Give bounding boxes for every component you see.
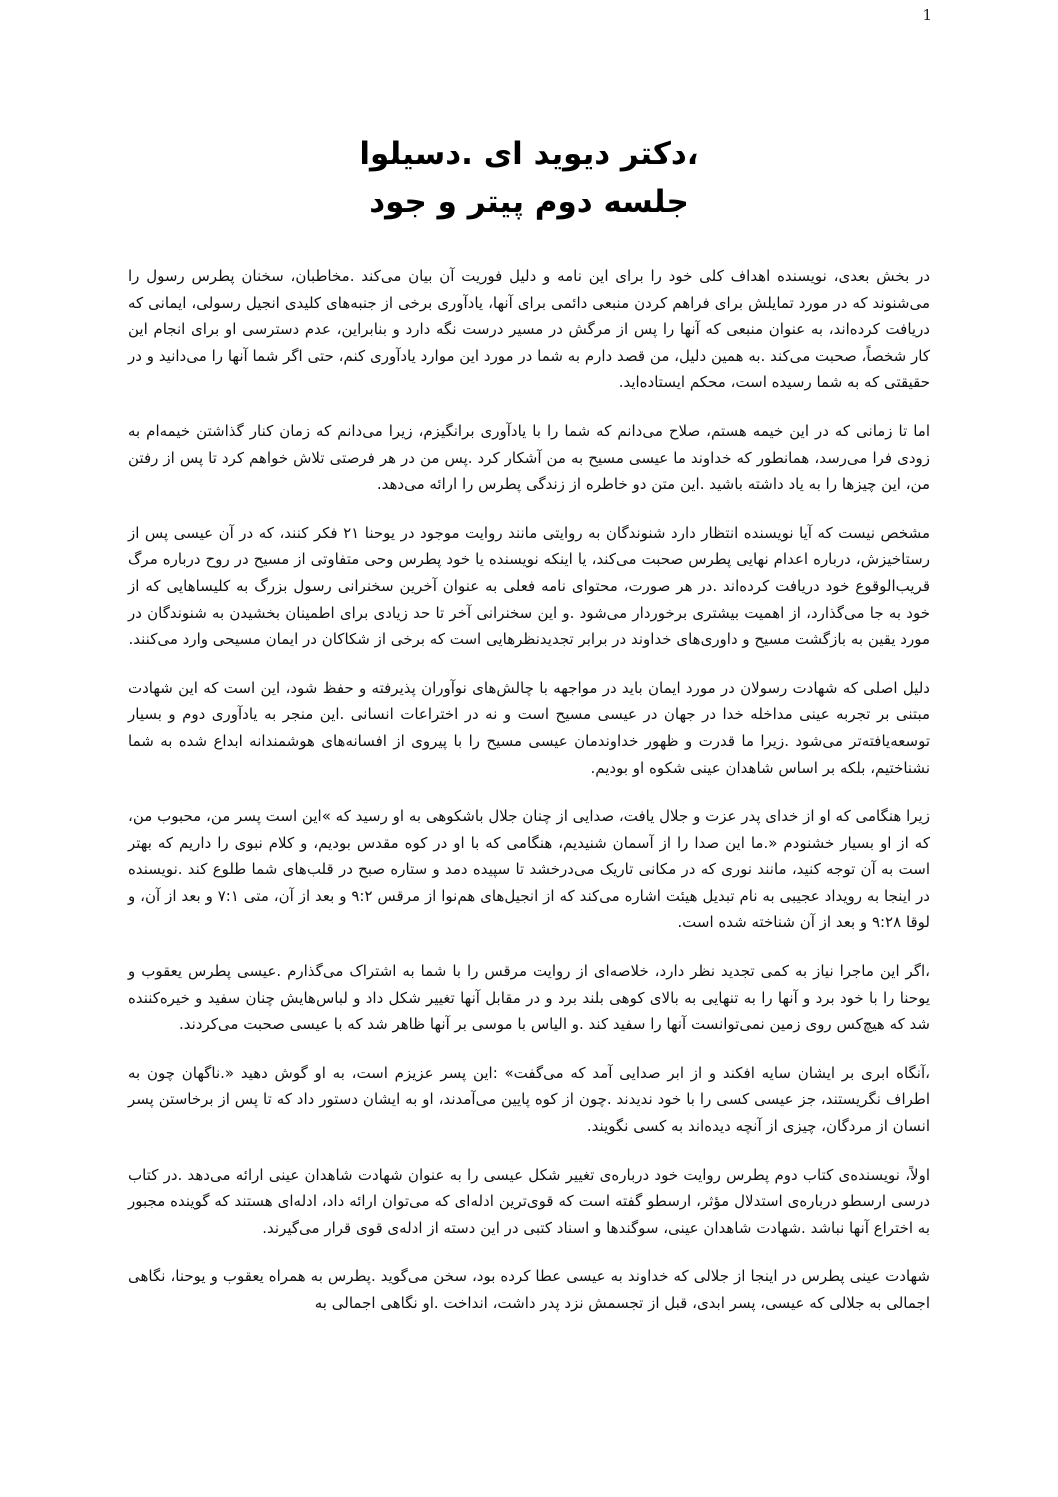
paragraph: در بخش بعدی، نویسنده اهداف کلی خود را برای این نامه و دلیل فوریت آن بیان می‌کند .مخاطبان، سخنان پطرس رسول را می‌شنوند که در مورد تمایلش برای فراهم کردن منبعی دائمی برای آنها، یادآوری برخی از جنبه‌های کلیدی انجیل رسولی، ایمانی که دریافت کرده‌اند، به عنوان منبعی که آنها را پس از مرگش در مسیر درست نگه دارد و بنابراین، عدم دسترسی او برای انجام این کار شخصاً، صحبت می‌کند .به همین دلیل، من قصد دارم به شما در مورد این موارد یادآوری کنم، حتی اگر شما آنها را می‌دانید و در حقیقتی که به شما رسیده است، محکم ایستاده‌اید.: [128, 267, 930, 392]
paragraph: زیرا هنگامی که او از خدای پدر عزت و جلال یافت، صدایی از چنان جلال باشکوهی به او رسید که »این است پسر من، محبوب من، که از او بسیار خشنودم «.ما این صدا را از آسمان شنیدیم، هنگامی که با او در کوه مقدس بودیم، و کلام نبوی را داریم که بهتر است به آن توجه کنید، مانند نوری که در مکانی تاریک می‌درخشد تا سپیده دمد و ستاره صبح در قلب‌های شما طلوع کند .نویسنده در اینجا به رویداد عجیبی به نام تبدیل هیئت اشاره می‌کند که از انجیل‌های هم‌نوا از مرقس ۹:۲ و بعد از آن، متی ۷:۱ و بعد از آن، و لوقا ۹:۲۸ و بعد از آن شناخته شده است.: [128, 807, 930, 932]
document-body: [128, 263, 930, 1339]
paragraph: ،اگر این ماجرا نیاز به کمی تجدید نظر دارد، خلاصه‌ای از روایت مرقس را با شما به اشتراک می‌گذارم .عیسی پطرس یعقوب و یوحنا را با خود برد و آنها را به تنهایی به بالای کوهی بلند برد و در مقابل آنها تغییر شکل داد و لباس‌هایش چنان سفید و خیره‌کننده شد که هیچ‌کس روی زمین نمی‌توانست آنها را سفید کند .و الیاس با موسی بر آنها ظاهر شد که با عیسی صحبت می‌کردند.: [128, 962, 930, 1034]
paragraph: اما تا زمانی که در این خیمه هستم، صلاح می‌دانم که شما را با یادآوری برانگیزم، زیرا می‌دانم که زمان کنار گذاشتن خیمه‌ام به زودی فرا می‌رسد، همانطور که خداوند ما عیسی مسیح به من آشکار کرد .پس من در هر فرصتی تلاش خواهم کرد تا پس از رفتن من، این چیزها را به یاد داشته باشید .این متن دو خاطره از زندگی پطرس را ارائه می‌دهد.: [128, 421, 930, 494]
title-line-author: ،دکتر دیوید ای .دسیلوا: [359, 136, 699, 172]
paragraph: مشخص نیست که آیا نویسنده انتظار دارد شنوندگان به روایتی مانند روایت موجود در یوحنا ۲۱ فکر کنند، که در آن عیسی پس از رستاخیزش، درباره اعدام نهایی پطرس صحبت می‌کند، یا اینکه نویسنده یا خود پطرس وحی متفاوتی از مسیح در روح درباره مرگ قریب‌الوقوع خود دریافت کرده‌اند .در هر صورت، محتوای نامه فعلی به عنوان آخرین سخنرانی رسول بزرگ به کلیساهایی که از خود به جا می‌گذارد، از اهمیت بیشتری برخوردار می‌شود .و این سخنرانی آخر تا حد زیادی برای اطمینان بخشیدن به شنوندگان در مورد یقین به بازگشت مسیح و داوری‌های خداوند در برابر تجدیدنظرهایی است که برخی از شکاکان در ایمان مسیحی وارد می‌کنند.: [128, 523, 930, 649]
document-title: [130, 130, 928, 226]
title-line-session: جلسه دوم پیتر و جود: [369, 184, 689, 220]
paragraph: شهادت عینی پطرس در اینجا از جلالی که خداوند به عیسی عطا کرده بود، سخن می‌گوید .پطرس به همراه یعقوب و یوحنا، نگاهی اجمالی به جلالی که عیسی، پسر ابدی، قبل از تجسمش نزد پدر داشت، انداخت .او نگاهی اجمالی به: [128, 1267, 930, 1312]
paragraph: ،آنگاه ابری بر ایشان سایه افکند و از ابر صدایی آمد که می‌گفت» :این پسر عزیزم است، به او گوش دهید «.ناگهان چون به اطراف نگریستند، جز عیسی کسی را با خود ندیدند .چون از کوه پایین می‌آمدند، او به ایشان دستور داد که تا پس از برخاستن پسر انسان از مردگان، چیزی از آنچه دیده‌اند به کسی نگویند.: [128, 1063, 930, 1136]
paragraph: اولاً، نویسنده‌ی کتاب دوم پطرس روایت خود درباره‌ی تغییر شکل عیسی را به عنوان شهادت شاهدان عینی ارائه می‌دهد .در کتاب درسی ارسطو درباره‌ی استدلال مؤثر، ارسطو گفته است که قوی‌ترین ادله‌ای که می‌توان ارائه داد، ادله‌ای هستند که گوینده مجبور به اختراع آنها نباشد .شهادت شاهدان عینی، سوگندها و اسناد کتبی در این دسته از ادله‌ی قوی قرار می‌گیرند.: [128, 1165, 930, 1237]
page-number: 1: [922, 6, 932, 24]
paragraph: دلیل اصلی که شهادت رسولان در مورد ایمان باید در مواجهه با چالش‌های نوآوران پذیرفته و حفظ شود، این است که این شهادت مبتنی بر تجربه عینی مداخله خدا در جهان در عیسی مسیح است و نه در اختراعات انسانی .این منجر به یادآوری دوم و بسیار توسعه‌یافته‌تر می‌شود .زیرا ما قدرت و ظهور خداوندمان عیسی مسیح را با پیروی از افسانه‌های هوشمندانه ابداع شده به شما نشناختیم، بلکه بر اساس شاهدان عینی شکوه او بودیم.: [128, 678, 930, 777]
